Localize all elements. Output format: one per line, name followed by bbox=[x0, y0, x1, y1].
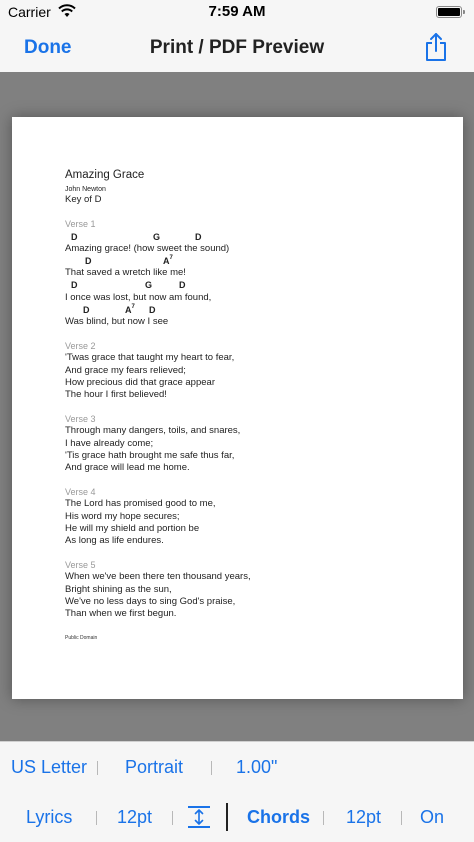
lyric-line: I once was lost, but now am found, bbox=[65, 291, 212, 303]
chord: D bbox=[179, 280, 186, 291]
status-bar bbox=[0, 0, 474, 26]
chord: D bbox=[85, 256, 92, 266]
lyric-line: Amazing grace! (how sweet the sound) bbox=[65, 242, 230, 254]
carrier-label: Carrier bbox=[8, 4, 51, 20]
lyric-line: I have already come; bbox=[65, 437, 154, 449]
song-title: Amazing Grace bbox=[65, 169, 145, 181]
chord: D bbox=[149, 304, 156, 315]
separator bbox=[97, 761, 98, 775]
verse-label: Verse 1 bbox=[65, 219, 96, 230]
separator bbox=[401, 811, 402, 825]
chord-a7: $A^7$ bbox=[125, 303, 135, 315]
lyric-line: And grace my fears relieved; bbox=[65, 364, 186, 376]
chord-line bbox=[65, 304, 425, 316]
separator bbox=[323, 811, 324, 825]
chord: D bbox=[71, 280, 78, 291]
page-title: Print / PDF Preview bbox=[149, 37, 325, 58]
lyric-line: Was blind, but now I see bbox=[65, 315, 169, 327]
done-button[interactable]: Done bbox=[24, 37, 72, 58]
verse-label: Verse 4 bbox=[65, 487, 96, 498]
lyric-line: His word my hope secures; bbox=[65, 510, 180, 522]
lyrics-button[interactable]: Lyrics bbox=[26, 807, 73, 827]
share-icon[interactable] bbox=[424, 32, 448, 62]
chord-line bbox=[65, 231, 425, 243]
battery-icon bbox=[436, 6, 462, 18]
chord: G bbox=[145, 280, 153, 291]
section-separator bbox=[226, 803, 228, 831]
song-key: Key of D bbox=[65, 194, 102, 206]
lyric-line: That saved a wretch like me! bbox=[65, 267, 186, 279]
separator bbox=[211, 761, 212, 775]
lyric-line: And grace will lead me home. bbox=[65, 462, 190, 473]
paper-page bbox=[12, 117, 463, 699]
verse-label: Verse 3 bbox=[65, 414, 96, 425]
chord: G bbox=[153, 231, 161, 242]
navigation-bar bbox=[0, 26, 474, 72]
verse-label: Verse 5 bbox=[65, 560, 96, 571]
lyric-line: Bright shining as the sun, bbox=[65, 583, 172, 595]
lyric-line: Through many dangers, toils, and snares, bbox=[65, 425, 241, 437]
lyric-line: We've no less days to sing God's praise, bbox=[65, 595, 236, 607]
chord: D bbox=[195, 231, 202, 242]
orientation-button[interactable]: Portrait bbox=[125, 757, 184, 777]
lyrics-size-button[interactable]: 12pt bbox=[117, 807, 153, 827]
lyric-line: Than when we first begun. bbox=[65, 608, 177, 620]
status-time: 7:59 AM bbox=[208, 3, 266, 20]
chords-toggle-button[interactable]: On bbox=[420, 807, 445, 827]
lyric-line: 'Twas grace that taught my heart to fear, bbox=[65, 352, 235, 364]
lyric-line: He will my shield and portion be bbox=[65, 522, 200, 534]
lyric-line: As long as life endures. bbox=[65, 535, 164, 547]
song-author: John Newton bbox=[65, 186, 106, 194]
verse-1 bbox=[65, 218, 425, 328]
chord: D bbox=[83, 304, 90, 315]
verse-5 bbox=[65, 559, 425, 620]
chord: D bbox=[71, 231, 78, 242]
lyric-line: When we've been there ten thousand years, bbox=[65, 571, 251, 583]
chord-line bbox=[65, 255, 425, 267]
chord-line bbox=[65, 279, 425, 291]
copyright-footer: Public Domain bbox=[65, 635, 98, 642]
print-preview-area[interactable] bbox=[0, 72, 474, 741]
lyric-line: 'Tis grace hath brought me safe thus far, bbox=[65, 449, 235, 461]
chords-button[interactable]: Chords bbox=[247, 807, 310, 827]
verse-2 bbox=[65, 340, 425, 401]
paper-size-button[interactable]: US Letter bbox=[11, 757, 88, 777]
separator bbox=[172, 811, 173, 825]
chords-size-button[interactable]: 12pt bbox=[346, 807, 382, 827]
print-options-toolbar bbox=[0, 742, 474, 842]
verse-label: Verse 2 bbox=[65, 341, 96, 352]
lyric-line: The hour I first believed! bbox=[65, 388, 167, 400]
lyric-line: How precious did that grace appear bbox=[65, 376, 215, 388]
margin-button[interactable]: 1.00" bbox=[236, 757, 278, 777]
separator bbox=[96, 811, 97, 825]
verse-3 bbox=[65, 413, 425, 474]
lyric-line: The Lord has promised good to me, bbox=[65, 498, 216, 510]
verse-4 bbox=[65, 486, 425, 547]
fit-height-icon[interactable] bbox=[188, 806, 210, 828]
song-document bbox=[65, 169, 425, 644]
chord-a7: $A^7$ bbox=[163, 255, 173, 266]
